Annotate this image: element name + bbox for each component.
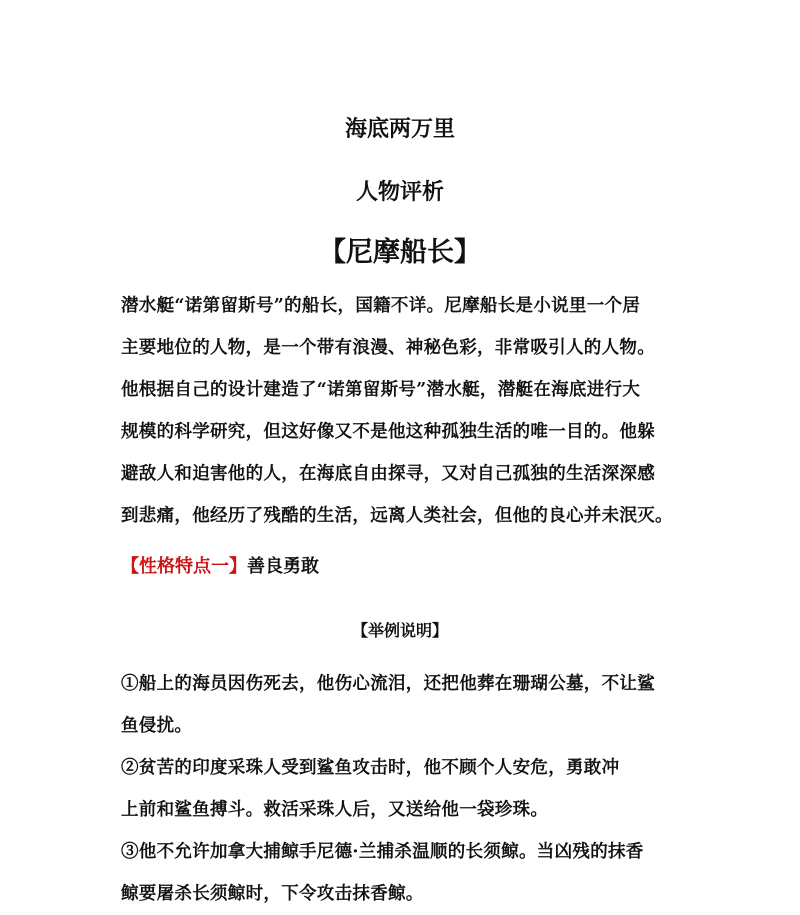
character-heading: 【尼摩船长】 xyxy=(319,237,481,268)
example-heading: 【举例说明】 xyxy=(351,621,448,640)
example-item-3 xyxy=(121,831,691,915)
intro-line: 避敌人和迫害他的人，在海底自由探寻，又对自己孤独的生活深深感 xyxy=(121,464,655,484)
book-title: 海底两万里 xyxy=(344,116,455,142)
trait-label: 【性格特点一】 xyxy=(121,556,247,577)
section-subtitle: 人物评析 xyxy=(355,179,444,205)
trait-value: 善良勇敢 xyxy=(247,556,319,577)
example-item-2 xyxy=(121,747,691,831)
example-line: 上前和鲨鱼搏斗。救活采珠人后，又送给他一袋珍珠。 xyxy=(121,800,549,820)
example-line: ③他不允许加拿大捕鲸手尼德·兰捕杀温顺的长须鲸。当凶残的抹香 xyxy=(121,842,644,862)
example-line: ②贫苦的印度采珠人受到鲨鱼攻击时，他不顾个人安危，勇敢冲 xyxy=(121,758,620,778)
intro-line: 他根据自己的设计建造了“诺第留斯号”潜水艇，潜艇在海底进行大 xyxy=(121,380,641,400)
trait-line xyxy=(121,552,319,582)
intro-line: 主要地位的人物，是一个带有浪漫、神秘色彩，非常吸引人的人物。 xyxy=(121,338,655,358)
example-line: 鱼侵扰。 xyxy=(121,716,193,736)
intro-line: 规模的科学研究，但这好像又不是他这种孤独生活的唯一目的。他躲 xyxy=(121,422,655,442)
intro-paragraph xyxy=(121,285,691,537)
example-item-1 xyxy=(121,663,691,747)
intro-line: 潜水艇“诺第留斯号”的船长，国籍不详。尼摩船长是小说里一个居 xyxy=(121,296,641,316)
example-line: ①船上的海员因伤死去，他伤心流泪，还把他葬在珊瑚公墓，不让鲨 xyxy=(121,674,655,694)
intro-line: 到悲痛，他经历了残酷的生活，远离人类社会，但他的良心并未泯灭。 xyxy=(121,506,673,526)
example-line: 鲸要屠杀长须鲸时，下令攻击抹香鲸。 xyxy=(121,884,424,904)
